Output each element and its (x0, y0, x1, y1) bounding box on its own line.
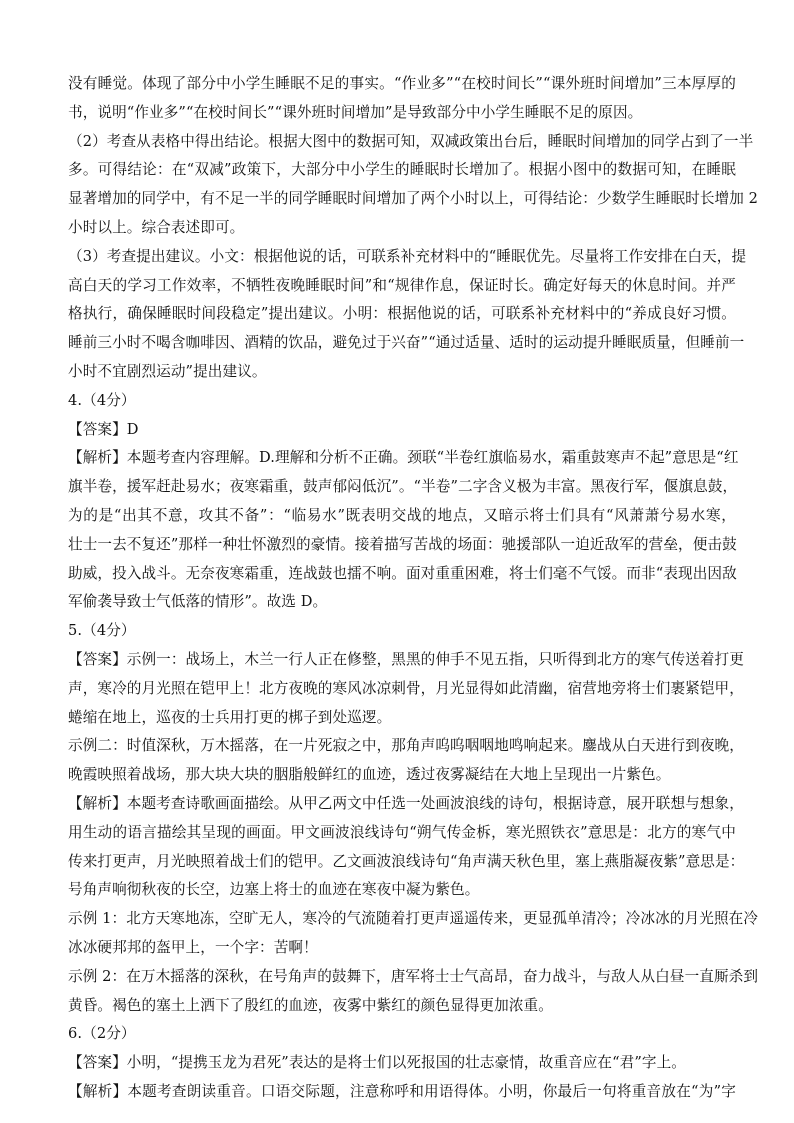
text-line: 格执行，确保睡眠时间段稳定”提出建议。小明：根据他说的话，可联系补充材料中的“养成良好习惯。 (68, 305, 736, 323)
text-line: 军偷袭导致士气低落的情形”。故选 D。 (68, 593, 328, 611)
text-line: 没有睡觉。体现了部分中小学生睡眠不足的事实。“作业多”“在校时间长”“课外班时间增加”三本厚厚的 (68, 75, 736, 92)
text-line: 5.（4分） (68, 622, 136, 640)
text-line: 【答案】示例一：战场上，木兰一行人正在修整，黑黑的伸手不见五指，只听得到北方的寒气传送着打更 (68, 650, 744, 668)
text-line: 用生动的语言描绘其呈现的画面。甲文画波浪线诗句“朔气传金柝，寒光照铁衣”意思是：北方的寒气中 (68, 823, 736, 841)
text-line: 【答案】小明，“提携玉龙为君死”表达的是将士们以死报国的壮志豪情，故重音应在“君”字上。 (68, 1054, 686, 1072)
text-line: 旗半卷，援军赶赴易水；夜寒霜重，鼓声郁闷低沉”。“半卷”二字含义极为丰富。黑夜行军，偃旗息鼓， (68, 478, 738, 496)
text-line: （2）考查从表格中得出结论。根据大图中的数据可知，双减政策出台后，睡眠时间增加的同学占到了一半 (68, 132, 754, 150)
text-line: 壮士一去不复还”那样一种壮怀激烈的豪情。接着描写苦战的场面：驰援部队一迫近敌军的营垒，便击鼓 (68, 535, 737, 553)
text-line: （3）考查提出建议。小文：根据他说的话，可联系补充材料中的“睡眠优先。尽量将工作安排在白天，提 (68, 247, 747, 265)
text-line: 睡前三小时不喝含咖啡因、酒精的饮品，避免过于兴奋”“通过适量、适时的运动提升睡眠质量，但睡前一 (68, 334, 745, 352)
text-line: 小时以上。综合表述即可。 (68, 218, 245, 236)
text-line: 高白天的学习工作效率，不牺牲夜晚睡眠时间”和“规律作息，保证时长。确定好每天的休息时间。并严 (68, 276, 736, 294)
text-line: 书，说明“作业多”“在校时间长”“课外班时间增加”是导致部分中小学生睡眠不足的原因。 (68, 103, 643, 121)
text-line: 显著增加的同学中，有不足一半的同学睡眠时间增加了两个小时以上，可得结论：少数学生睡眠时长增加 2 (68, 190, 759, 208)
text-line: 示例 2：在万木摇落的深秋，在号角声的鼓舞下，唐军将士士气高昂，奋力战斗，与敌人从白昼一直厮杀到 (68, 967, 759, 985)
text-line: 声，寒冷的月光照在铠甲上！北方夜晚的寒风冰凉刺骨，月光显得如此清幽，宿营地旁将士们裹紧铠甲， (68, 679, 744, 697)
text-line: 示例二：时值深秋，万木摇落，在一片死寂之中，那角声呜呜咽咽地鸣响起来。鏖战从白天进行到夜晚， (68, 737, 744, 755)
text-line: 多。可得结论：在“双减”政策下，大部分中小学生的睡眠时长增加了。根据小图中的数据可知，在睡眠 (68, 161, 736, 179)
text-line: 黄昏。褐色的塞土上洒下了殷红的血迹，夜雾中紫红的颜色显得更加浓重。 (68, 996, 553, 1014)
text-line: 【答案】D (68, 420, 139, 438)
text-line: 【解析】本题考查诗歌画面描绘。从甲乙两文中任选一处画波浪线的诗句，根据诗意，展开联想与想象， (68, 794, 744, 812)
text-line: 【解析】本题考查内容理解。D.理解和分析不正确。颈联“半卷红旗临易水，霜重鼓寒声不起”意思是“红 (68, 449, 739, 467)
text-line: 示例 1：北方天寒地冻，空旷无人，寒冷的气流随着打更声遥遥传来，更显孤单清冷；冷冰冰的月光照在冷 (68, 910, 759, 928)
text-line: 为的是“出其不意，攻其不备”：“临易水”既表明交战的地点，又暗示将士们具有“风萧萧兮易水寒， (68, 506, 736, 524)
text-line: 【解析】本题考查朗读重音。口语交际题，注意称呼和用语得体。小明，你最后一句将重音放在“为”字 (68, 1082, 736, 1100)
text-line: 冰冰硬邦邦的盔甲上，一个字：苦啊！ (68, 938, 318, 956)
text-line: 6.（2分） (68, 1025, 136, 1043)
text-line: 传来打更声，月光映照着战士们的铠甲。乙文画波浪线诗句“角声满天秋色里，塞上燕脂凝夜紫”意思是： (68, 852, 745, 870)
text-line: 助威，投入战斗。无奈夜寒霜重，连战鼓也擂不响。面对重重困难，将士们毫不气馁。而非“表现出因敌 (68, 564, 737, 582)
text-line: 晚霞映照着战场，那大块大块的胭脂般鲜红的血迹，透过夜雾凝结在大地上呈现出一片紫色。 (68, 766, 671, 784)
text-line: 小时不宜剧烈运动”提出建议。 (68, 362, 267, 380)
text-line: 号角声响彻秋夜的长空，边塞上将士的血迹在寒夜中凝为紫色。 (68, 881, 480, 899)
text-line: 蜷缩在地上，巡夜的士兵用打更的梆子到处巡逻。 (68, 708, 392, 726)
text-line: 4.（4分） (68, 391, 136, 409)
